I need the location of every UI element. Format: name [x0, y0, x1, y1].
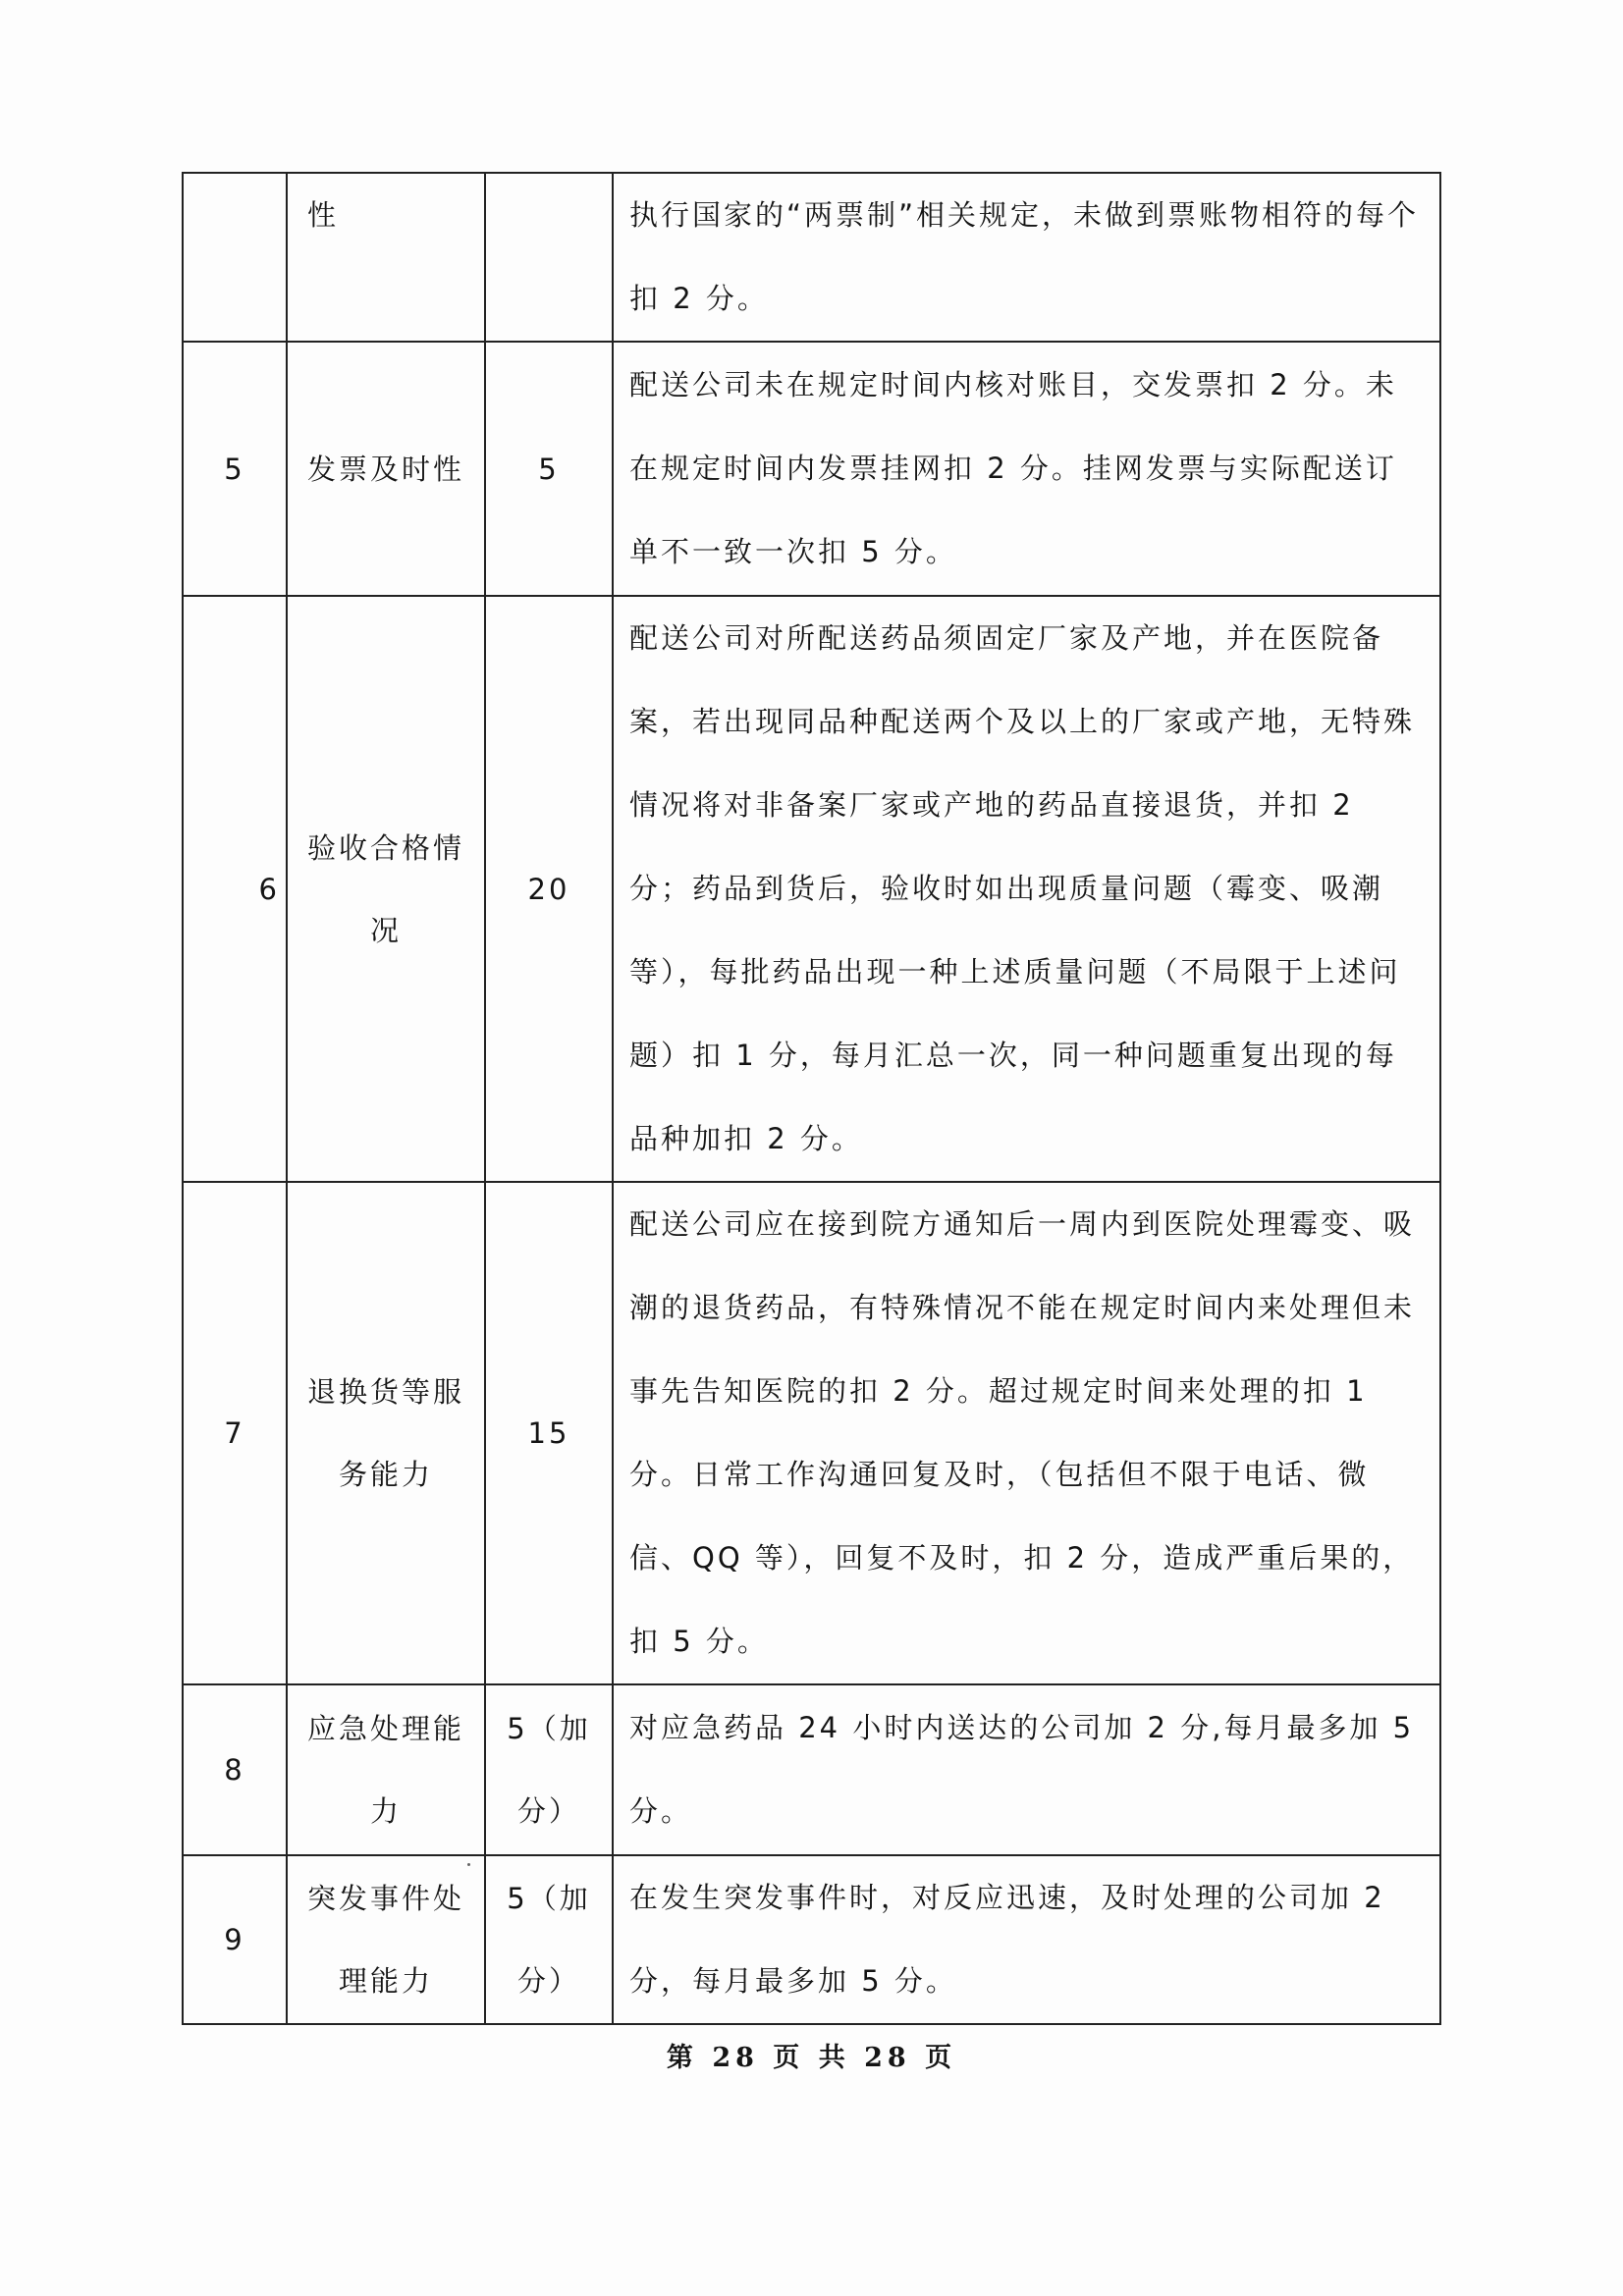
score-cell [485, 1182, 613, 1684]
item-score: 20 [527, 872, 570, 906]
item-name-cell [287, 173, 485, 342]
row-number [183, 173, 287, 342]
row-number: 9 [183, 1855, 287, 2024]
item-rule: 配送公司对所配送药品须固定厂家及产地，并在医院备案，若出现同品种配送两个及以上的厂家或产地，无特殊情况将对非备案厂家或产地的药品直接退货，并扣 2 分；药品到货后，验收时如出现质量问题（霉变、吸潮等），每批药品出现一种上述质量问题（不局限于上述问题）扣 1 分，每月汇总一次，同一种问题重复出现的每品种加扣 2 分。 [613, 596, 1440, 1182]
score-cell [485, 1855, 613, 2024]
item-name: 性 [307, 198, 340, 232]
score-cell [485, 1684, 613, 1855]
item-rule: 执行国家的“两票制”相关规定，未做到票账物相符的每个扣 2 分。 [613, 173, 1440, 342]
item-name-cell [287, 342, 485, 596]
item-name-cell [287, 1855, 485, 2024]
scan-speck [467, 1863, 470, 1866]
table-row [183, 596, 1440, 1182]
table-row [183, 1684, 1440, 1855]
table-row [183, 342, 1440, 596]
table-row [183, 173, 1440, 342]
row-number: 8 [183, 1684, 287, 1855]
item-name: 发票及时性 [306, 452, 464, 486]
item-name: 突发事件处理能力 [306, 1882, 464, 1998]
item-name: 应急处理能力 [306, 1712, 464, 1828]
score-cell [485, 342, 613, 596]
page-number: 第 28 页 共 28 页 [666, 2043, 957, 2073]
item-name: 验收合格情况 [306, 830, 464, 947]
item-rule: 在发生突发事件时，对反应迅速，及时处理的公司加 2 分，每月最多加 5 分。 [613, 1855, 1440, 2024]
item-rule: 配送公司应在接到院方通知后一周内到医院处理霉变、吸潮的退货药品，有特殊情况不能在规定时间内来处理但未事先告知医院的扣 2 分。超过规定时间来处理的扣 1 分。日常工作沟通回复及时，（包括但不限于电话、微信、QQ 等），回复不及时，扣 2 分，造成严重后果的，扣 5 分。 [613, 1182, 1440, 1684]
item-name-cell [287, 1182, 485, 1684]
item-score: 5 [538, 452, 560, 486]
item-rule: 对应急药品 24 小时内送达的公司加 2 分,每月最多加 5 分。 [613, 1684, 1440, 1855]
item-score: 5（加分） [507, 1712, 591, 1828]
row-number: 5 [183, 342, 287, 596]
table-row [183, 1182, 1440, 1684]
item-score: 15 [527, 1416, 570, 1450]
score-cell [485, 596, 613, 1182]
table-row [183, 1855, 1440, 2024]
evaluation-table [182, 172, 1441, 2025]
item-name-cell [287, 1684, 485, 1855]
item-score: 5（加分） [507, 1882, 591, 1998]
item-rule: 配送公司未在规定时间内核对账目，交发票扣 2 分。未在规定时间内发票挂网扣 2 分。挂网发票与实际配送订单不一致一次扣 5 分。 [613, 342, 1440, 596]
row-number: 6 [183, 596, 287, 1182]
row-number: 7 [183, 1182, 287, 1684]
item-name: 退换货等服务能力 [306, 1375, 464, 1491]
item-name-cell [287, 596, 485, 1182]
score-cell [485, 173, 613, 342]
